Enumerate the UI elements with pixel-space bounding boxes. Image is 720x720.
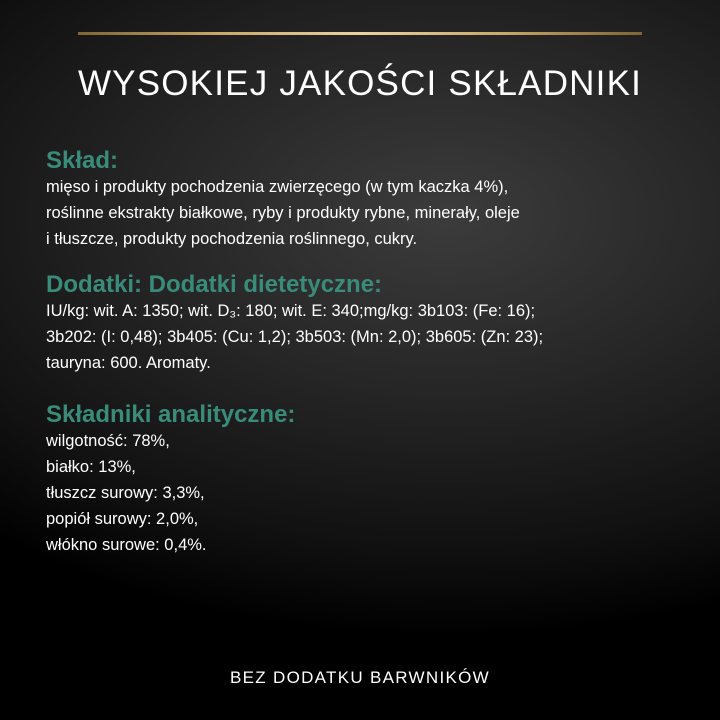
- analytical-line: popiół surowy: 2,0%,: [46, 510, 199, 528]
- composition-text: [46, 174, 686, 252]
- gold-divider: [78, 32, 642, 35]
- additives-line: IU/kg: wit. A: 1350; wit. D₃: 180; wit. E: 340;mg/kg: 3b103: (Fe: 16);: [46, 302, 536, 320]
- page-title: WYSOKIEJ JAKOŚCI SKŁADNIKI: [77, 64, 643, 103]
- composition-line: mięso i produkty pochodzenia zwierzęcego (w tym kaczka 4%),: [46, 178, 509, 196]
- analytical-line: włókno surowe: 0,4%.: [46, 536, 207, 554]
- composition-heading: Skład:: [46, 147, 119, 174]
- analytical-text: [46, 428, 686, 558]
- analytical-line: wilgotność: 78%,: [46, 432, 170, 450]
- composition-line: roślinne ekstrakty białkowe, ryby i produkty rybne, minerały, oleje: [46, 204, 520, 222]
- analytical-heading: Składniki analityczne:: [46, 401, 296, 428]
- analytical-line: białko: 13%,: [46, 458, 136, 476]
- additives-line: tauryna: 600. Aromaty.: [46, 354, 211, 372]
- additives-section: [46, 272, 686, 376]
- additives-heading: Dodatki: Dodatki dietetyczne:: [46, 271, 383, 298]
- additives-line: 3b202: (I: 0,48); 3b405: (Cu: 1,2); 3b503: (Mn: 2,0); 3b605: (Zn: 23);: [46, 328, 544, 346]
- additives-text: [46, 298, 686, 376]
- analytical-line: tłuszcz surowy: 3,3%,: [46, 484, 205, 502]
- analytical-section: [46, 402, 686, 558]
- composition-line: i tłuszcze, produkty pochodzenia roślinnego, cukry.: [46, 230, 418, 248]
- footer-note: BEZ DODATKU BARWNIKÓW: [230, 668, 490, 687]
- composition-section: [46, 148, 686, 252]
